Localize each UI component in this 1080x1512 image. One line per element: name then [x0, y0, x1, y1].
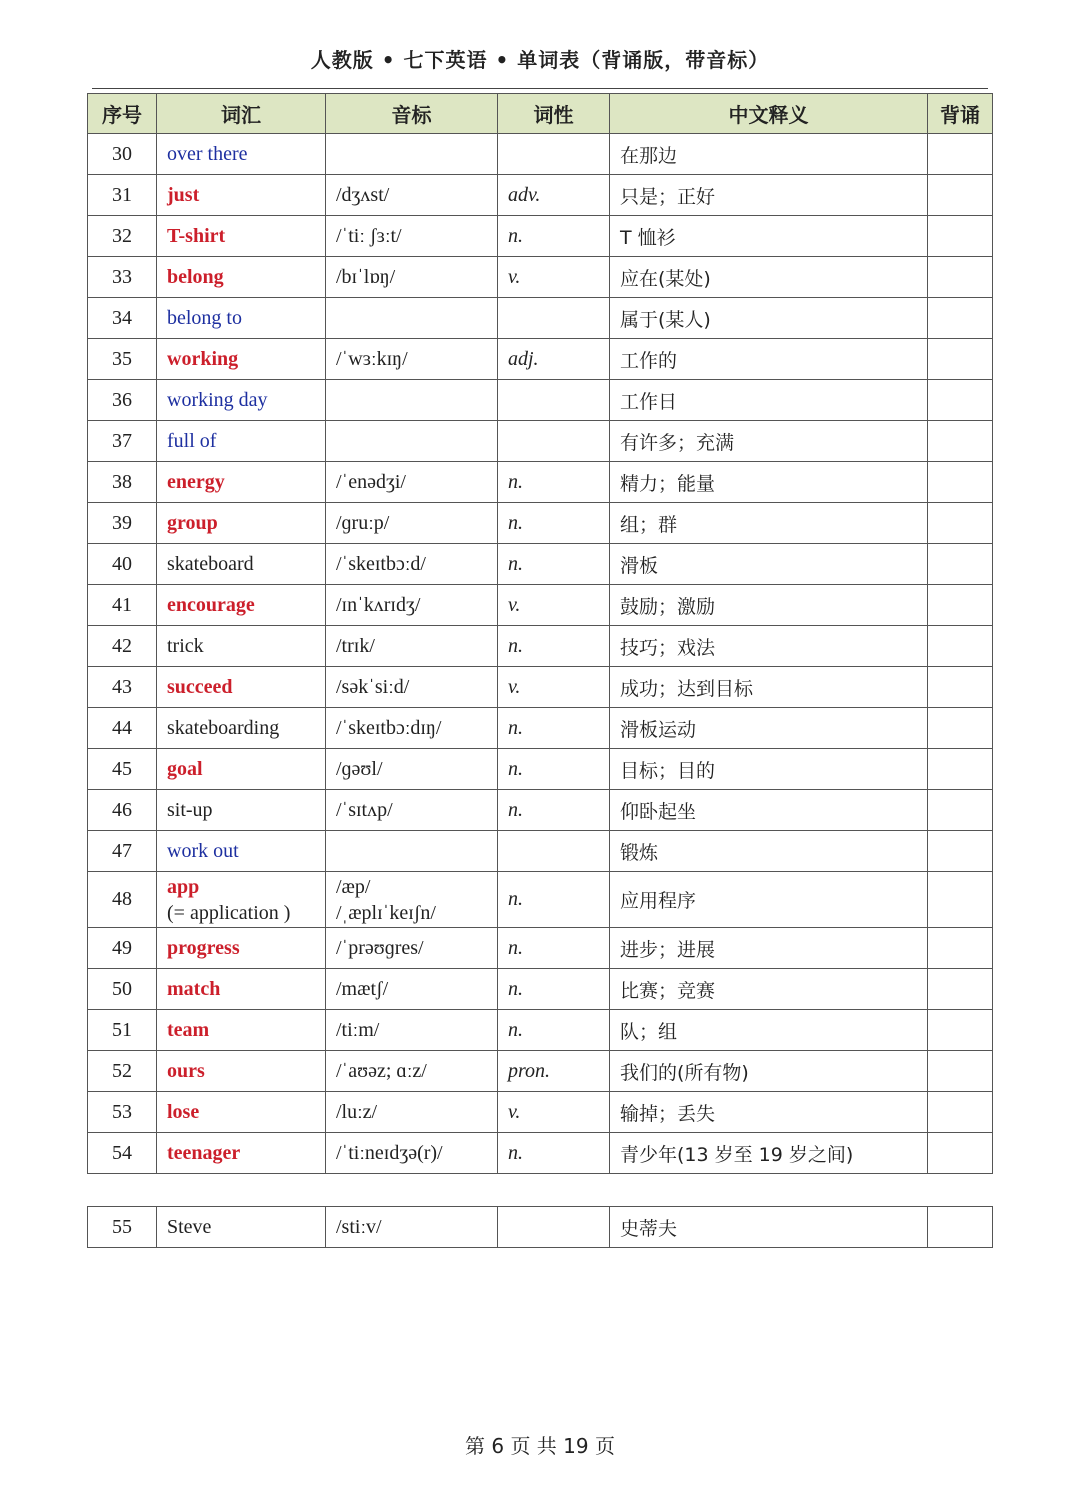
table-header-row — [88, 94, 993, 134]
row-meaning: T 恤衫 — [610, 216, 928, 257]
row-phonetic — [326, 667, 498, 708]
table-row — [88, 503, 993, 544]
row-recite-box[interactable] — [928, 462, 993, 503]
word-text: over there — [167, 143, 248, 165]
row-phonetic — [326, 928, 498, 969]
word-text: group — [167, 512, 218, 534]
row-part-of-speech: n. — [498, 462, 610, 503]
row-meaning: 比赛；竞赛 — [610, 969, 928, 1010]
phonetic-text: /ˈsɪtʌp/ — [336, 799, 393, 821]
row-phonetic — [326, 1133, 498, 1174]
row-phonetic — [326, 298, 498, 339]
row-meaning: 队；组 — [610, 1010, 928, 1051]
word-text: Steve — [167, 1216, 212, 1238]
row-phonetic — [326, 1207, 498, 1248]
row-word — [157, 1207, 326, 1248]
row-word — [157, 667, 326, 708]
supplementary-table — [87, 1206, 993, 1248]
row-word — [157, 1133, 326, 1174]
row-meaning: 输掉；丢失 — [610, 1092, 928, 1133]
table-row — [88, 872, 993, 928]
phonetic-text-2: /ˌæplɪˈkeɪʃn/ — [336, 901, 436, 924]
row-phonetic — [326, 749, 498, 790]
table-row — [88, 175, 993, 216]
word-text: ours — [167, 1060, 205, 1082]
header-index: 序号 — [88, 94, 157, 134]
row-meaning: 有许多；充满 — [610, 421, 928, 462]
row-meaning: 组；群 — [610, 503, 928, 544]
row-part-of-speech: adv. — [498, 175, 610, 216]
row-phonetic — [326, 626, 498, 667]
row-recite-box[interactable] — [928, 928, 993, 969]
row-meaning: 应在(某处) — [610, 257, 928, 298]
row-index: 50 — [88, 969, 157, 1010]
row-index: 34 — [88, 298, 157, 339]
row-phonetic — [326, 421, 498, 462]
row-part-of-speech: v. — [498, 585, 610, 626]
row-word — [157, 462, 326, 503]
header-phonetic: 音标 — [326, 94, 498, 134]
row-index: 45 — [88, 749, 157, 790]
row-meaning: 技巧；戏法 — [610, 626, 928, 667]
header-recite: 背诵 — [928, 94, 993, 134]
row-phonetic — [326, 462, 498, 503]
row-meaning: 仰卧起坐 — [610, 790, 928, 831]
row-word — [157, 257, 326, 298]
row-meaning: 滑板 — [610, 544, 928, 585]
word-text: lose — [167, 1101, 200, 1123]
row-meaning: 精力；能量 — [610, 462, 928, 503]
row-phonetic — [326, 969, 498, 1010]
row-part-of-speech: n. — [498, 503, 610, 544]
row-part-of-speech: n. — [498, 1133, 610, 1174]
word-note: (= application ) — [167, 901, 291, 924]
table-row — [88, 544, 993, 585]
row-meaning: 目标；目的 — [610, 749, 928, 790]
row-recite-box[interactable] — [928, 790, 993, 831]
row-index: 43 — [88, 667, 157, 708]
table-row — [88, 1207, 993, 1248]
word-text: full of — [167, 430, 217, 452]
row-index: 51 — [88, 1010, 157, 1051]
table-row — [88, 134, 993, 175]
row-part-of-speech: adj. — [498, 339, 610, 380]
row-recite-box[interactable] — [928, 1207, 993, 1248]
row-recite-box[interactable] — [928, 257, 993, 298]
word-text: working day — [167, 389, 268, 411]
row-index: 33 — [88, 257, 157, 298]
row-word — [157, 969, 326, 1010]
word-text: energy — [167, 471, 225, 493]
row-word — [157, 1051, 326, 1092]
word-text: goal — [167, 758, 203, 780]
row-phonetic — [326, 503, 498, 544]
row-part-of-speech — [498, 380, 610, 421]
page-title: 人教版 • 七下英语 • 单词表（背诵版，带音标） — [310, 48, 770, 72]
word-text: belong — [167, 266, 224, 288]
row-meaning: 进步；进展 — [610, 928, 928, 969]
row-index: 52 — [88, 1051, 157, 1092]
table-row — [88, 462, 993, 503]
row-recite-box[interactable] — [928, 503, 993, 544]
row-word — [157, 134, 326, 175]
row-word — [157, 298, 326, 339]
row-recite-box[interactable] — [928, 1051, 993, 1092]
phonetic-text: /ˈtiː ʃɜːt/ — [336, 225, 402, 247]
table-row — [88, 1133, 993, 1174]
row-phonetic — [326, 790, 498, 831]
row-part-of-speech: n. — [498, 928, 610, 969]
row-recite-box[interactable] — [928, 831, 993, 872]
row-index: 37 — [88, 421, 157, 462]
row-word — [157, 1092, 326, 1133]
row-index: 46 — [88, 790, 157, 831]
row-index: 48 — [88, 872, 157, 928]
row-word — [157, 421, 326, 462]
row-part-of-speech — [498, 298, 610, 339]
table-row — [88, 969, 993, 1010]
row-word — [157, 380, 326, 421]
row-word — [157, 749, 326, 790]
row-phonetic — [326, 831, 498, 872]
phonetic-text: /ɪnˈkʌrɪdʒ/ — [336, 594, 421, 616]
phonetic-text: /ˈaʊəz; ɑːz/ — [336, 1060, 427, 1082]
word-text: sit-up — [167, 799, 213, 821]
row-meaning: 属于(某人) — [610, 298, 928, 339]
row-recite-box[interactable] — [928, 298, 993, 339]
row-part-of-speech: n. — [498, 749, 610, 790]
row-meaning: 在那边 — [610, 134, 928, 175]
table-row — [88, 667, 993, 708]
word-text: skateboarding — [167, 717, 280, 739]
word-text: match — [167, 978, 221, 1000]
table-row — [88, 749, 993, 790]
row-phonetic — [326, 257, 498, 298]
row-recite-box[interactable] — [928, 421, 993, 462]
row-part-of-speech: n. — [498, 969, 610, 1010]
row-word — [157, 216, 326, 257]
phonetic-text: /tiːm/ — [336, 1019, 380, 1041]
row-recite-box[interactable] — [928, 1010, 993, 1051]
row-recite-box[interactable] — [928, 216, 993, 257]
table-row — [88, 339, 993, 380]
row-recite-box[interactable] — [928, 585, 993, 626]
row-meaning: 史蒂夫 — [610, 1207, 928, 1248]
row-index: 42 — [88, 626, 157, 667]
word-text: belong to — [167, 307, 242, 329]
row-phonetic — [326, 1010, 498, 1051]
row-phonetic — [326, 134, 498, 175]
table-row — [88, 1092, 993, 1133]
row-word — [157, 544, 326, 585]
row-index: 35 — [88, 339, 157, 380]
table-row — [88, 257, 993, 298]
phonetic-text: /ˈwɜːkɪŋ/ — [336, 348, 408, 370]
phonetic-text: /ɡəʊl/ — [336, 758, 383, 780]
row-part-of-speech: n. — [498, 626, 610, 667]
table-row — [88, 298, 993, 339]
row-recite-box[interactable] — [928, 969, 993, 1010]
header-word: 词汇 — [157, 94, 326, 134]
row-recite-box[interactable] — [928, 749, 993, 790]
row-recite-box[interactable] — [928, 1133, 993, 1174]
phonetic-text: /ˈskeɪtbɔːdɪŋ/ — [336, 717, 442, 739]
phonetic-text: /æp/ — [336, 875, 371, 898]
row-recite-box[interactable] — [928, 667, 993, 708]
title-divider — [92, 88, 988, 89]
row-word — [157, 831, 326, 872]
row-part-of-speech: v. — [498, 257, 610, 298]
row-meaning: 青少年(13 岁至 19 岁之间) — [610, 1133, 928, 1174]
row-meaning: 工作日 — [610, 380, 928, 421]
row-phonetic — [326, 175, 498, 216]
row-phonetic — [326, 708, 498, 749]
table-row — [88, 421, 993, 462]
row-index: 36 — [88, 380, 157, 421]
row-index: 49 — [88, 928, 157, 969]
row-recite-box[interactable] — [928, 175, 993, 216]
phonetic-text: /ˈskeɪtbɔːd/ — [336, 553, 426, 575]
table-row — [88, 585, 993, 626]
phonetic-text: /luːz/ — [336, 1101, 378, 1123]
row-phonetic — [326, 216, 498, 257]
row-recite-box[interactable] — [928, 626, 993, 667]
word-text: just — [167, 184, 200, 206]
row-word — [157, 872, 326, 928]
row-part-of-speech: n. — [498, 1010, 610, 1051]
row-word — [157, 175, 326, 216]
word-text: app — [167, 875, 200, 898]
phonetic-text: /bɪˈlɒŋ/ — [336, 266, 396, 288]
word-text: encourage — [167, 594, 255, 616]
phonetic-text: /ˈprəʊɡres/ — [336, 937, 424, 959]
row-word — [157, 928, 326, 969]
row-index: 55 — [88, 1207, 157, 1248]
row-part-of-speech: v. — [498, 1092, 610, 1133]
phonetic-text: /mætʃ/ — [336, 978, 389, 1000]
header-part-of-speech: 词性 — [498, 94, 610, 134]
row-phonetic — [326, 544, 498, 585]
row-part-of-speech — [498, 831, 610, 872]
row-part-of-speech: n. — [498, 708, 610, 749]
row-recite-box[interactable] — [928, 708, 993, 749]
row-index: 44 — [88, 708, 157, 749]
word-text: succeed — [167, 676, 233, 698]
row-meaning: 成功；达到目标 — [610, 667, 928, 708]
table-row — [88, 708, 993, 749]
row-recite-box[interactable] — [928, 380, 993, 421]
word-text: trick — [167, 635, 204, 657]
row-recite-box[interactable] — [928, 1092, 993, 1133]
table-row — [88, 626, 993, 667]
vocabulary-table — [87, 93, 993, 1174]
page-footer: 第 6 页 共 19 页 — [465, 1434, 615, 1458]
row-index: 40 — [88, 544, 157, 585]
row-index: 54 — [88, 1133, 157, 1174]
phonetic-text: /səkˈsiːd/ — [336, 676, 410, 698]
row-part-of-speech: n. — [498, 216, 610, 257]
word-text: team — [167, 1019, 210, 1041]
row-part-of-speech — [498, 1207, 610, 1248]
row-part-of-speech — [498, 421, 610, 462]
row-word — [157, 1010, 326, 1051]
row-meaning: 滑板运动 — [610, 708, 928, 749]
row-part-of-speech: n. — [498, 544, 610, 585]
phonetic-text: /ˈtiːneɪdʒə(r)/ — [336, 1142, 443, 1164]
row-word — [157, 503, 326, 544]
row-word — [157, 790, 326, 831]
row-word — [157, 585, 326, 626]
row-part-of-speech: n. — [498, 790, 610, 831]
row-index: 31 — [88, 175, 157, 216]
row-word — [157, 708, 326, 749]
row-index: 39 — [88, 503, 157, 544]
phonetic-text: /ˈenədʒi/ — [336, 471, 406, 493]
row-phonetic — [326, 1051, 498, 1092]
row-part-of-speech: pron. — [498, 1051, 610, 1092]
phonetic-text: /dʒʌst/ — [336, 184, 390, 206]
row-part-of-speech: n. — [498, 872, 610, 928]
row-phonetic — [326, 380, 498, 421]
row-phonetic — [326, 1092, 498, 1133]
row-index: 53 — [88, 1092, 157, 1133]
row-recite-box[interactable] — [928, 544, 993, 585]
table-row — [88, 928, 993, 969]
word-text: skateboard — [167, 553, 254, 575]
row-recite-box[interactable] — [928, 134, 993, 175]
row-index: 38 — [88, 462, 157, 503]
word-text: work out — [167, 840, 239, 862]
header-meaning: 中文释义 — [610, 94, 928, 134]
row-meaning: 我们的(所有物) — [610, 1051, 928, 1092]
table-row — [88, 1010, 993, 1051]
row-meaning: 应用程序 — [610, 872, 928, 928]
phonetic-text: /ɡruːp/ — [336, 512, 390, 534]
table-row — [88, 790, 993, 831]
row-index: 47 — [88, 831, 157, 872]
row-part-of-speech: v. — [498, 667, 610, 708]
table-row — [88, 831, 993, 872]
word-text: T-shirt — [167, 225, 226, 247]
row-index: 32 — [88, 216, 157, 257]
row-meaning: 鼓励；激励 — [610, 585, 928, 626]
row-meaning: 只是；正好 — [610, 175, 928, 216]
table-row — [88, 380, 993, 421]
row-meaning: 锻炼 — [610, 831, 928, 872]
table-row — [88, 216, 993, 257]
phonetic-text: /stiːv/ — [336, 1216, 382, 1238]
word-text: progress — [167, 937, 240, 959]
row-recite-box[interactable] — [928, 872, 993, 928]
row-phonetic — [326, 872, 498, 928]
row-part-of-speech — [498, 134, 610, 175]
row-word — [157, 339, 326, 380]
word-text: teenager — [167, 1142, 241, 1164]
row-recite-box[interactable] — [928, 339, 993, 380]
row-phonetic — [326, 585, 498, 626]
row-index: 30 — [88, 134, 157, 175]
row-index: 41 — [88, 585, 157, 626]
phonetic-text: /trɪk/ — [336, 635, 375, 657]
row-phonetic — [326, 339, 498, 380]
table-row — [88, 1051, 993, 1092]
word-text: working — [167, 348, 239, 370]
row-meaning: 工作的 — [610, 339, 928, 380]
row-word — [157, 626, 326, 667]
